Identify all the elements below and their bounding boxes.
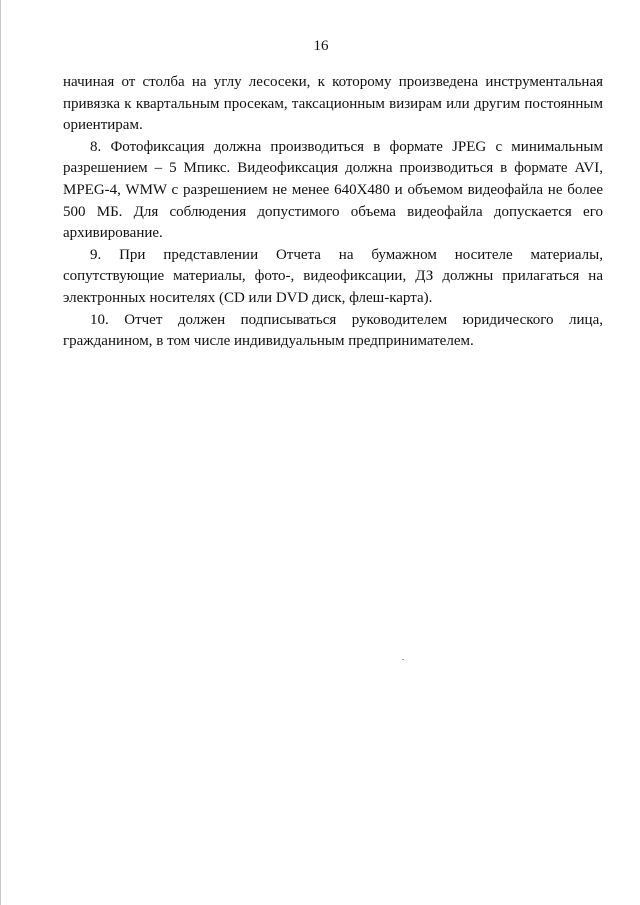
paragraph-9-paper-report: 9. При представлении Отчета на бумажном носителе материалы, сопутствующие материалы, фото-, видеофиксации, ДЗ должны прилагаться на электронных носителях (CD или DVD диск, флеш-карта). (63, 246, 603, 306)
paragraph-10-signature: 10. Отчет должен подписываться руководителем юридического лица, гражданином, в том числе индивидуальным предпринимателем. (63, 311, 603, 350)
scan-speck (402, 659, 404, 660)
page-number: 16 (313, 38, 329, 54)
paragraph-continuation: начиная от столба на углу лесосеки, к которому произведена инструментальная привязка к квартальным просекам, таксационным визирам или другим постоянным ориентирам. (63, 74, 603, 134)
document-body (63, 72, 603, 353)
paragraph-8-photo-video: 8. Фотофиксация должна производиться в формате JPEG с минимальным разрешением – 5 Мпикс. Видеофиксация должна производиться в формате AVI, MPEG-4, WMW с разрешением не менее 640X480 и объемом видеофайла не более 500 МБ. Для соблюдения допустимого объема видеофайла допускается его архивирование. (63, 138, 603, 242)
